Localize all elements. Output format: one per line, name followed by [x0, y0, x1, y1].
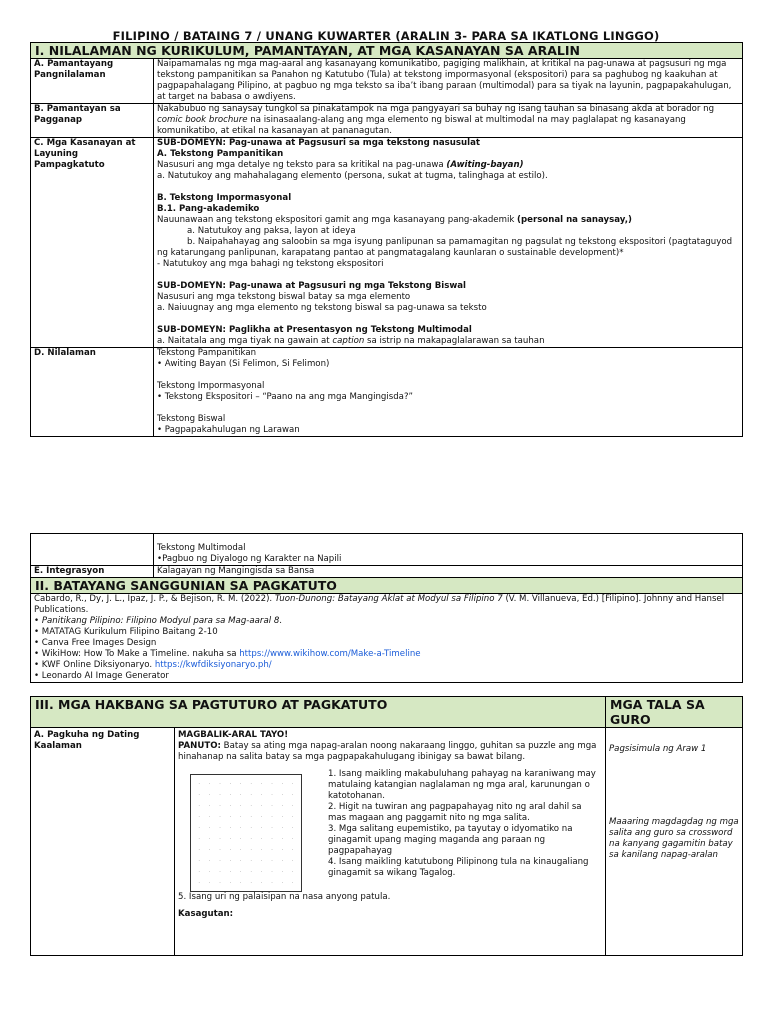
puzzle-cell[interactable]: ·: [219, 803, 221, 808]
reference-item: • WikiHow: How To Make a Timeline. nakuha sa https://www.wikihow.com/Make-a-Timeline: [34, 649, 421, 659]
puzzle-cell[interactable]: ·: [292, 781, 294, 786]
reference-item: • MATATAG Kurikulum Filipino Baitang 2-10: [34, 627, 218, 637]
puzzle-cell[interactable]: ·: [292, 803, 294, 808]
puzzle-cell[interactable]: ·: [229, 836, 232, 841]
subdomain-heading: SUB-DOMEYN: Paglikha at Presentasyon ng Tekstong Multimodal: [157, 325, 472, 335]
puzzle-cell[interactable]: ·: [219, 847, 221, 852]
puzzle-cell[interactable]: ·: [208, 825, 211, 830]
puzzle-cell[interactable]: ·: [229, 825, 232, 830]
puzzle-cell[interactable]: ·: [271, 869, 273, 874]
puzzle-cell[interactable]: ·: [271, 792, 273, 797]
puzzle-cell[interactable]: ·: [229, 814, 232, 819]
reference-item: • KWF Online Diksiyonaryo. https://kwfdiksiyonaryo.ph/: [34, 660, 272, 670]
competency-item: b. Naipahahayag ang saloobin sa mga isyung panlipunan sa pamamagitan ng pagsulat ng tekstong ekspositori (pagtataguyod ng katarungang panlipunan, karapatang pantao at pangmatagalang kaunlaran o sustainable development)*: [157, 237, 733, 258]
puzzle-cell[interactable]: ·: [208, 836, 211, 841]
puzzle-cell[interactable]: ·: [260, 792, 263, 797]
puzzle-cell[interactable]: ·: [229, 847, 232, 852]
subdomain-heading: SUB-DOMEYN: Pag-unawa at Pagsusuri ng mga Tekstong Biswal: [157, 281, 467, 291]
row-label: D. Nilalaman: [31, 348, 154, 437]
puzzle-cell[interactable]: ·: [229, 869, 232, 874]
puzzle-cell[interactable]: ·: [250, 814, 252, 819]
section-2-heading: II. BATAYANG SANGGUNIAN SA PAGKATUTO: [31, 578, 743, 594]
table-row: [31, 138, 743, 348]
puzzle-cell[interactable]: ·: [208, 781, 211, 786]
clue-item: 1. Isang maikling makabuluhang pahayag na karaniwang may matulaing katangian naglalaman ng mga aral, karunungan o katotohanan.: [328, 769, 596, 801]
integration-text: Kalagayan ng Mangingisda sa Bansa: [154, 566, 743, 578]
table-row: [31, 594, 743, 683]
puzzle-cell[interactable]: ·: [250, 869, 252, 874]
competency-line: Nasusuri ang mga detalye ng teksto para sa kritikal na pag-unawa (Awiting-bayan): [157, 160, 524, 170]
review-activity: [175, 728, 606, 956]
subdomain-heading: SUB-DOMEYN: Pag-unawa at Pagsusuri sa mga tekstong nasusulat: [157, 138, 480, 148]
puzzle-cell[interactable]: ·: [198, 858, 200, 863]
puzzle-cell[interactable]: ·: [198, 836, 200, 841]
puzzle-cell[interactable]: ·: [271, 825, 273, 830]
puzzle-cell[interactable]: ·: [198, 803, 200, 808]
puzzle-cell[interactable]: ·: [229, 803, 232, 808]
puzzle-cell[interactable]: ·: [208, 792, 211, 797]
puzzle-cell[interactable]: ·: [260, 869, 263, 874]
puzzle-cell[interactable]: ·: [240, 869, 242, 874]
puzzle-cell[interactable]: ·: [198, 847, 200, 852]
puzzle-cell[interactable]: ·: [198, 781, 200, 786]
notes-heading: MGA TALA SA GURO: [606, 697, 743, 728]
reference-item: Cabardo, R., Dy, J. L., Ipaz, J. P., & Bejison, R. M. (2022). Tuon-Dunong: Batayang Aklat at Modyul sa Filipino 7 (V. M. Villanueva, Ed.) [Filipino]. Johnny and Hansel Publications.: [34, 594, 725, 615]
competency-item: a. Natutukoy ang paksa, layon at ideya: [187, 226, 356, 236]
clue-item: 4. Isang maikling katutubong Pilipinong tula na kinaugaliang ginagamit sa wikang Tagalog.: [328, 857, 589, 878]
puzzle-cell[interactable]: ·: [271, 858, 273, 863]
puzzle-cell[interactable]: ·: [271, 847, 273, 852]
puzzle-cell[interactable]: ·: [281, 803, 284, 808]
puzzle-cell[interactable]: ·: [219, 781, 221, 786]
teacher-notes: [606, 728, 743, 956]
puzzle-cell[interactable]: ·: [292, 847, 294, 852]
puzzle-cell[interactable]: ·: [250, 847, 252, 852]
row-label: C. Mga Kasanayan at Layuning Pampagkatuto: [31, 138, 154, 348]
note-item: Maaaring magdagdag ng mga salita ang guro sa crossword na kanyang gagamitin batay sa kanilang napag-aralan: [609, 817, 739, 860]
puzzle-cell[interactable]: ·: [250, 792, 252, 797]
puzzle-cell[interactable]: ·: [240, 792, 242, 797]
puzzle-cell[interactable]: ·: [219, 814, 221, 819]
puzzle-cell[interactable]: ·: [198, 825, 200, 830]
puzzle-cell[interactable]: ·: [260, 814, 263, 819]
puzzle-cell[interactable]: ·: [198, 814, 200, 819]
puzzle-cell[interactable]: ·: [208, 847, 211, 852]
puzzle-cell[interactable]: ·: [271, 880, 273, 885]
puzzle-cell[interactable]: ·: [208, 880, 211, 885]
puzzle-cell[interactable]: ·: [208, 803, 211, 808]
puzzle-cell[interactable]: ·: [240, 825, 242, 830]
puzzle-cell[interactable]: ·: [260, 847, 263, 852]
wikihow-link[interactable]: https://www.wikihow.com/Make-a-Timeline: [239, 649, 421, 659]
puzzle-cell[interactable]: ·: [240, 803, 242, 808]
competency-item: a. Natutukoy ang mahahalagang elemento (persona, sukat at tugma, talinghaga at estilo).: [157, 171, 548, 181]
puzzle-cell[interactable]: ·: [208, 869, 211, 874]
puzzle-cell[interactable]: ·: [260, 803, 263, 808]
puzzle-cell[interactable]: ·: [240, 858, 242, 863]
subheading: B. Tekstong Impormasyonal: [157, 193, 292, 203]
puzzle-cell[interactable]: ·: [208, 858, 211, 863]
puzzle-cell[interactable]: ·: [240, 836, 242, 841]
puzzle-cell[interactable]: ·: [240, 814, 242, 819]
clue-item: 5. Isang uri ng palaisipan na nasa anyong patula.: [178, 892, 391, 902]
row-label: A. Pagkuha ng Dating Kaalaman: [31, 728, 175, 956]
answer-label: Kasagutan:: [178, 909, 234, 919]
puzzle-cell[interactable]: ·: [260, 781, 263, 786]
puzzle-cell[interactable]: ·: [271, 781, 273, 786]
table-row: [31, 348, 743, 437]
puzzle-cell[interactable]: ·: [219, 869, 221, 874]
table-row: [31, 728, 743, 956]
puzzle-cell[interactable]: ·: [240, 847, 242, 852]
puzzle-cell[interactable]: ·: [219, 858, 221, 863]
puzzle-cell[interactable]: ·: [281, 825, 284, 830]
puzzle-cell[interactable]: ·: [250, 836, 252, 841]
competency-item: a. Naiuugnay ang mga elemento ng tekstong biswal sa pag-unawa sa teksto: [157, 303, 487, 313]
table-row: [31, 59, 743, 104]
document-title: FILIPINO / BATAING 7 / UNANG KUWARTER (ARALIN 3- PARA SA IKATLONG LINGGO): [112, 29, 660, 43]
puzzle-cell[interactable]: ·: [292, 814, 294, 819]
clue-item: 2. Higit na tuwiran ang pagpapahayag nito ng aral dahil sa mas magaan ang paggamit nito ng mga salita.: [328, 802, 582, 823]
review-heading: MAGBALIK-ARAL TAYO!: [178, 730, 289, 740]
puzzle-cell[interactable]: ·: [198, 792, 200, 797]
puzzle-cell[interactable]: ·: [229, 858, 232, 863]
puzzle-cell[interactable]: ·: [281, 847, 284, 852]
puzzle-cell[interactable]: ·: [292, 858, 294, 863]
puzzle-cell[interactable]: ·: [292, 825, 294, 830]
note-item: Pagsisimula ng Araw 1: [609, 744, 707, 754]
puzzle-cell[interactable]: ·: [260, 858, 263, 863]
puzzle-cell[interactable]: ·: [281, 781, 284, 786]
puzzle-cell[interactable]: ·: [271, 803, 273, 808]
section-3-heading: III. MGA HAKBANG SA PAGTUTURO AT PAGKATUTO: [31, 697, 606, 728]
puzzle-cell[interactable]: ·: [250, 825, 252, 830]
puzzle-cell[interactable]: ·: [229, 880, 232, 885]
subheading: B.1. Pang-akademiko: [157, 204, 260, 214]
puzzle-cell[interactable]: ·: [229, 781, 232, 786]
puzzle-cell[interactable]: ·: [260, 880, 263, 885]
puzzle-cell[interactable]: ·: [292, 869, 294, 874]
puzzle-cell[interactable]: ·: [229, 792, 232, 797]
puzzle-cell[interactable]: ·: [292, 792, 294, 797]
puzzle-cell[interactable]: ·: [240, 781, 242, 786]
references-list: [31, 594, 743, 683]
competency-line: Nasusuri ang mga tekstong biswal batay sa mga elemento: [157, 292, 411, 302]
teaching-steps-table: [30, 696, 743, 956]
puzzle-cell[interactable]: ·: [250, 880, 252, 885]
table-row: [31, 104, 743, 138]
instruction-text: PANUTO: Batay sa ating mga napag-aralan noong nakaraang linggo, guhitan sa puzzle ang mga hinahanap na salita batay sa mga pagpapakahulugang ibinigay sa bawat bilang.: [178, 741, 597, 762]
puzzle-cell[interactable]: ·: [260, 825, 263, 830]
puzzle-cell[interactable]: ·: [281, 836, 284, 841]
table-row: [31, 566, 743, 578]
reference-item: • Canva Free Images Design: [34, 638, 157, 648]
row-label: A. Pamantayang Pangnilalaman: [31, 59, 154, 104]
puzzle-cell[interactable]: ·: [198, 869, 200, 874]
puzzle-cell[interactable]: ·: [219, 880, 221, 885]
competency-item: a. Naitatala ang mga tiyak na gawain at caption sa istrip na makapaglalarawan sa tauhan: [157, 336, 545, 346]
puzzle-cell[interactable]: ·: [281, 869, 284, 874]
puzzle-cell[interactable]: ·: [281, 792, 284, 797]
learning-competencies: [154, 138, 743, 348]
table-row: [31, 534, 743, 566]
puzzle-cell[interactable]: ·: [271, 836, 273, 841]
puzzle-cell[interactable]: ·: [260, 836, 263, 841]
puzzle-cell[interactable]: ·: [281, 880, 284, 885]
reference-item: • Leonardo AI Image Generator: [34, 671, 169, 681]
curriculum-table-continued: [30, 533, 743, 683]
competency-line: Nauunawaan ang tekstong ekspositori gamit ang mga kasanayang pang-akademik (personal na sanaysay,): [157, 215, 632, 225]
puzzle-cell[interactable]: ·: [219, 792, 221, 797]
row-label: B. Pamantayan sa Pagganap: [31, 104, 154, 138]
puzzle-cell[interactable]: ·: [281, 814, 284, 819]
competency-item: - Natutukoy ang mga bahagi ng tekstong ekspositori: [157, 259, 384, 269]
performance-standard: Nakabubuo ng sanaysay tungkol sa pinakatampok na mga pangyayari sa buhay ng isang tauhan sa binasang akda at borador ng comic book brochure na isinasaalang-alang ang mga elemento ng biswal at multimodal na may paglalapat ng kasanayang komunikatibo, at etikal na kasanayan at pananagutan.: [154, 104, 743, 138]
puzzle-cell[interactable]: ·: [271, 814, 273, 819]
clue-item: 3. Mga salitang eupemistiko, pa tayutay o idyomatiko na ginagamit upang maging maganda ang paraan ng pagpapahayag: [328, 824, 573, 856]
reference-item: • Panitikang Pilipino: Filipino Modyul para sa Mag-aaral 8.: [34, 616, 283, 626]
puzzle-cell[interactable]: ·: [219, 825, 221, 830]
puzzle-cell[interactable]: ·: [292, 880, 294, 885]
puzzle-cell[interactable]: ·: [250, 803, 252, 808]
puzzle-cell[interactable]: ·: [219, 836, 221, 841]
subheading: A. Tekstong Pampanitikan: [157, 149, 284, 159]
curriculum-table: [30, 42, 743, 437]
puzzle-cell[interactable]: ·: [240, 880, 242, 885]
content-standard: Naipamamalas ng mga mag-aaral ang kasanayang komunikatibo, pagiging malikhain, at kritikal na pag-unawa at pagsusuri ng mga tekstong pampanitikan sa Panahon ng Katutubo (Tula) at tekstong impormasyonal (ekspositori) para sa paghubog ng kaakuhan at pagpapahalagang Pilipino, at pagbuo ng mga teksto sa iba’t ibang paraan (multimodal) para sa tiyak na layunin, pagpapakahulugan, at target na babasa o awdiyens.: [154, 59, 743, 104]
puzzle-cell[interactable]: ·: [250, 781, 252, 786]
row-label: E. Integrasyon: [31, 566, 154, 578]
content-list: Tekstong Pampanitikan • Awiting Bayan (Si Felimon, Si Felimon) Tekstong Impormasyonal • Tekstong Ekspositori – “Paano na ang mga Mangingisda?” Tekstong Biswal • Pagpapakahulugan ng Larawan: [154, 348, 743, 437]
puzzle-cell[interactable]: ·: [292, 836, 294, 841]
section-1-heading: I. NILALAMAN NG KURIKULUM, PAMANTAYAN, AT MGA KASANAYAN SA ARALIN: [31, 43, 743, 59]
puzzle-cell[interactable]: ·: [208, 814, 211, 819]
puzzle-cell[interactable]: ·: [198, 880, 200, 885]
content-list-continued: Tekstong Multimodal •Pagbuo ng Diyalogo ng Karakter na Napili: [154, 534, 743, 566]
kwf-link[interactable]: https://kwfdiksiyonaryo.ph/: [154, 660, 272, 670]
puzzle-cell[interactable]: ·: [281, 858, 284, 863]
puzzle-cell[interactable]: ·: [250, 858, 252, 863]
